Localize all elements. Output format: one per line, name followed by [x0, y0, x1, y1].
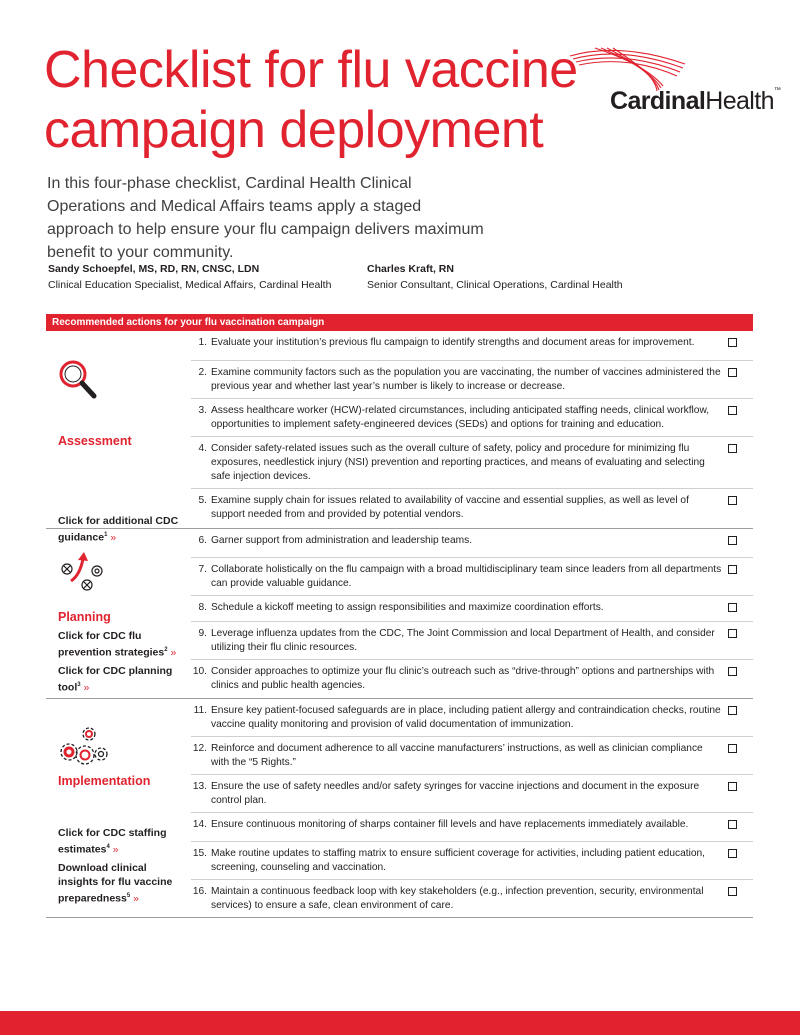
item-number: 3.: [191, 398, 211, 436]
item-text: Garner support from administration and leadership teams.: [211, 528, 726, 557]
gears-icon: [57, 724, 113, 770]
item-number: 4.: [191, 436, 211, 488]
phase-planning: [46, 528, 191, 698]
item-number: 14.: [191, 812, 211, 841]
title-line-2: campaign deployment: [44, 101, 544, 159]
checkbox[interactable]: [726, 398, 753, 436]
checkbox[interactable]: [726, 774, 753, 812]
item-number: 2.: [191, 360, 211, 398]
checkbox[interactable]: [726, 528, 753, 557]
item-number: 12.: [191, 736, 211, 774]
item-text: Collaborate holistically on the flu campaign with a broad multidisciplinary team since leaders from all departments can provide valuable guidance.: [211, 557, 726, 595]
item-number: 16.: [191, 879, 211, 917]
item-number: 5.: [191, 488, 211, 528]
phase-name: Assessment: [58, 434, 132, 448]
checkbox[interactable]: [726, 736, 753, 774]
checklist-item: [46, 528, 753, 557]
item-text: Ensure key patient-focused safeguards are in place, including patient allergy and contraindication checks, routine vaccine quality monitoring and provision of valid documentation of immunization.: [211, 698, 726, 736]
item-number: 11.: [191, 698, 211, 736]
item-text: Examine community factors such as the population you are vaccinating, the number of vaccines administered the previous year and whether last year’s number is likely to increase or decrease.: [211, 360, 726, 398]
item-text: Maintain a continuous feedback loop with key stakeholders (e.g., infection prevention, security, environmental services) to ensure a safe, clean environment of care.: [211, 879, 726, 917]
author-role: Senior Consultant, Clinical Operations, Cardinal Health: [367, 279, 623, 291]
author-name: Charles Kraft, RN: [367, 263, 454, 275]
item-text: Make routine updates to staffing matrix to ensure sufficient coverage for activities, including patient education, screening, counseling and vaccination.: [211, 841, 726, 879]
title-line-1: Checklist for flu vaccine: [44, 41, 578, 99]
item-text: Reinforce and document adherence to all vaccine manufacturers’ instructions, as well as clinician compliance with the “5 Rights.”: [211, 736, 726, 774]
cdc-staffing-estimates-link[interactable]: Click for CDC staffing estimates$^4$ »: [58, 826, 167, 855]
item-text: Assess healthcare worker (HCW)-related circumstances, including anticipated staffing needs, clinical workflow, opportunities to implement safety-engineered devices (SEDs) and options for training and education.: [211, 398, 726, 436]
item-text: Ensure continuous monitoring of sharps container fill levels and have replacements immediately available.: [211, 812, 726, 841]
checklist-table: [46, 314, 753, 918]
clinical-insights-download-link[interactable]: Download clinical insights for flu vaccine preparedness$^5$ »: [58, 861, 173, 904]
checkbox[interactable]: [726, 595, 753, 621]
item-number: 9.: [191, 621, 211, 659]
item-number: 1.: [191, 331, 211, 360]
checklist-item: [46, 331, 753, 360]
author-2: [367, 261, 623, 293]
item-number: 6.: [191, 528, 211, 557]
table-header: Recommended actions for your flu vaccination campaign: [46, 314, 753, 331]
item-text: Leverage influenza updates from the CDC, The Joint Commission and local Department of Health, and consider utilizing their flu clinic resources.: [211, 621, 726, 659]
checkbox[interactable]: [726, 488, 753, 528]
cardinal-health-logo-text: CardinalHealth™: [610, 87, 781, 115]
cdc-flu-prevention-link[interactable]: Click for CDC flu prevention strategies$^2$ »: [58, 629, 177, 658]
magnifier-icon: [57, 358, 99, 402]
phase-assessment: [46, 331, 191, 544]
item-number: 15.: [191, 841, 211, 879]
checkbox[interactable]: [726, 557, 753, 595]
item-text: Examine supply chain for issues related to availability of vaccine and essential supplies, as well as level of support needed from and provided by potential vendors.: [211, 488, 726, 528]
phase-name: Planning: [58, 609, 111, 624]
phase-name: Implementation: [58, 773, 151, 788]
author-role: Clinical Education Specialist, Medical Affairs, Cardinal Health: [48, 279, 332, 291]
item-number: 13.: [191, 774, 211, 812]
checkbox[interactable]: [726, 360, 753, 398]
cdc-planning-tool-link[interactable]: Click for CDC planning tool$^3$ »: [58, 664, 173, 693]
strategy-play-icon: [57, 551, 109, 597]
footer-bar: [0, 1011, 800, 1035]
phase-implementation: [46, 698, 191, 917]
checkbox[interactable]: [726, 879, 753, 917]
item-text: Evaluate your institution’s previous flu campaign to identify strengths and document areas for improvement.: [211, 331, 726, 360]
checkbox[interactable]: [726, 812, 753, 841]
item-number: 7.: [191, 557, 211, 595]
checkbox[interactable]: [726, 698, 753, 736]
item-text: Schedule a kickoff meeting to assign responsibilities and maximize coordination efforts.: [211, 595, 726, 621]
item-number: 10.: [191, 659, 211, 698]
author-1: [48, 261, 331, 293]
intro-paragraph: In this four-phase checklist, Cardinal Health Clinical Operations and Medical Affairs teams apply a staged approach to help ensure your flu campaign delivers maximum benefit to your community.: [47, 175, 484, 261]
item-text: Consider safety-related issues such as the overall culture of safety, policy and procedure for minimizing flu exposures, needlestick injury (NSI) prevention and reporting practices, and means of evaluating and selecting safe injection devices.: [211, 436, 726, 488]
page-title: [44, 40, 578, 160]
item-text: Ensure the use of safety needles and/or safety syringes for vaccine injections and document in the exposure control plan.: [211, 774, 726, 812]
item-text: Consider approaches to optimize your flu clinic’s outreach such as “drive-through” options and partnerships with clinics and public health agencies.: [211, 659, 726, 698]
author-name: Sandy Schoepfel, MS, RD, RN, CNSC, LDN: [48, 263, 260, 275]
cdc-guidance-link[interactable]: Click for additional CDC guidance$^1$ »: [58, 515, 179, 544]
item-number: 8.: [191, 595, 211, 621]
checklist-item: [46, 698, 753, 736]
checkbox[interactable]: [726, 436, 753, 488]
checkbox[interactable]: [726, 659, 753, 698]
checkbox[interactable]: [726, 331, 753, 360]
checkbox[interactable]: [726, 841, 753, 879]
checkbox[interactable]: [726, 621, 753, 659]
